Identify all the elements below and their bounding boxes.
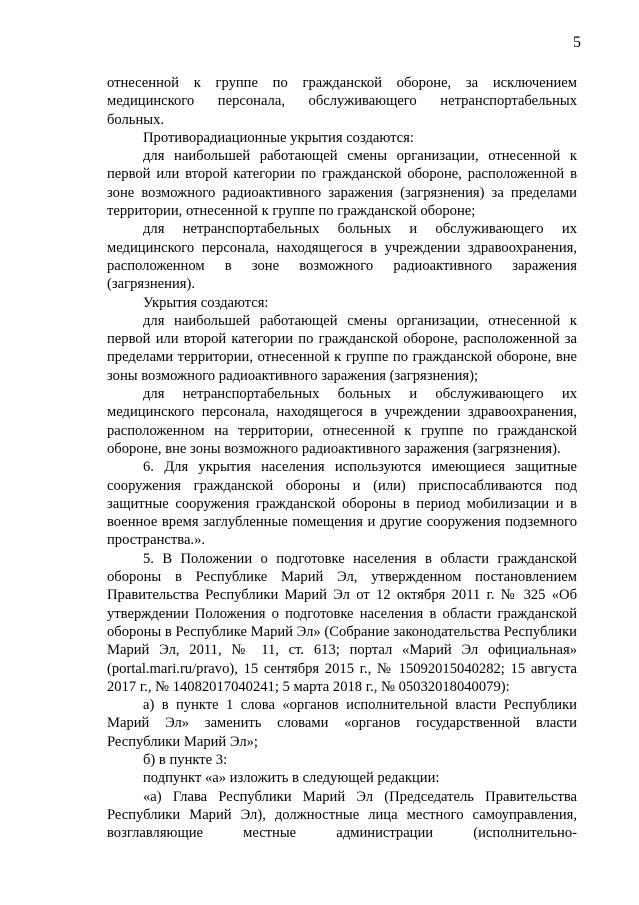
page-number: 5 (573, 34, 581, 51)
paragraph-continued: «а) Глава Республики Марий Эл (Председатель Правительства Республики Марий Эл), должностные лица местного самоуправления, возглавляющие местные администрации (исполнительно- (107, 788, 577, 842)
paragraph: а) в пункте 1 слова «органов исполнительной власти Республики Марий Эл» заменить словами «органов государственной власти Республики Марий Эл»; (107, 697, 577, 750)
paragraph: для нетранспортабельных больных и обслуживающего их медицинского персонала, находящегося в учреждении здравоохранения, расположенном на территории, отнесенной к группе по гражданской обороне, вне зоны возможного радиоактивного заражения (загрязнения). (107, 386, 577, 457)
paragraph: б) в пункте 3: (143, 751, 228, 768)
paragraph: 5. В Положении о подготовке населения в области гражданской обороны в Республике Марий Эл, утвержденном постановлением Правительства Республики Марий Эл от 12 октября 2011 г. № 325 «Об утверждении Положения о подготовке населения в области гражданской обороны в Республике Марий Эл» (Собрание законодательства Республики Марий Эл, 2011, № 11, ст. 613; портал «Марий Эл официальная» (portal.mari.ru/pravo), 15 сентября 2015 г., № 15092015040282; 15 августа 2017 г., № 14082017040241; 5 марта 2018 г., № 05032018040079): (107, 550, 577, 695)
paragraph: 6. Для укрытия населения используются имеющиеся защитные сооружения гражданской обороны и (или) приспосабливаются под защитные сооружения гражданской обороны в период мобилизации и в военное время заглубленные помещения и другие сооружения подземного пространства.». (107, 459, 577, 549)
paragraph: Укрытия создаются: (143, 294, 269, 311)
paragraph: для наибольшей работающей смены организации, отнесенной к первой или второй категории по гражданской обороне, расположенной за пределами территории, отнесенной к группе по гражданской обороне, вне зоны возможного радиоактивного заражения (загрязнения); (107, 312, 577, 384)
paragraph: отнесенной к группе по гражданской обороне, за исключением медицинского персонала, обслуживающего нетранспортабельных больных. (107, 75, 577, 128)
document-body (107, 74, 577, 842)
paragraph: для наибольшей работающей смены организации, отнесенной к первой или второй категории по гражданской обороне, расположенной в зоне возможного радиоактивного заражения (загрязнения) за пределами территории, отнесенной к группе по гражданской обороне; (107, 148, 577, 220)
paragraph: Противорадиационные укрытия создаются: (143, 129, 414, 146)
paragraph: для нетранспортабельных больных и обслуживающего их медицинского персонала, находящегося в учреждении здравоохранения, расположенном в зоне возможного радиоактивного заражения (загрязнения). (107, 221, 577, 293)
paragraph: подпункт «а» изложить в следующей редакции: (143, 770, 440, 787)
